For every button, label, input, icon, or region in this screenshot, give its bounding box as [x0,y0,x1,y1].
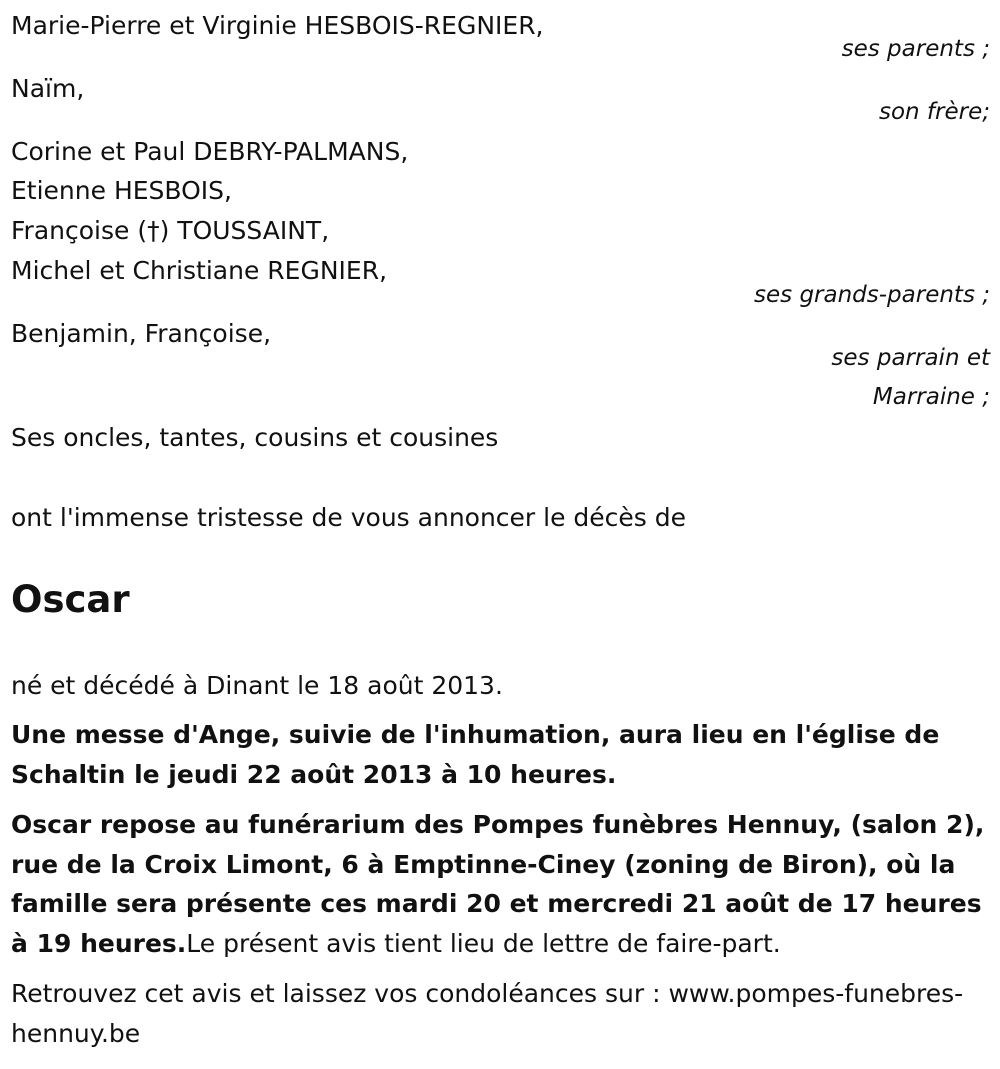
brother-name: Naïm, [11,74,85,103]
godparents-names: Benjamin, Françoise, [11,319,272,348]
announcement-intro: ont l'immense tristesse de vous annoncer le décès de [11,503,687,532]
funerarium-details: Oscar repose au funérarium des Pompes funèbres Hennuy, (salon 2), rue de la Croix Limont, 6 à Emptinne-Ciney (zoning de Biron), où la famille sera présente ces mardi 20 et mercredi 21 août de 17 heures à 19 heures. [11,810,985,958]
godparents-role-line1: ses parrain et [831,345,990,371]
godparents-role-line2: Marraine ; [872,384,990,410]
grandparents-role: ses grands-parents ; [754,282,990,308]
birth-death-info: né et décédé à Dinant le 18 août 2013. [11,671,503,700]
brother-role: son frère; [878,99,990,125]
deceased-name: Oscar [11,578,130,621]
condolences-info: Retrouvez cet avis et laissez vos condoléances sur : www.pompes-funebres-hennuy.be [11,979,964,1048]
grandparent-line: Etienne HESBOIS, [11,176,232,205]
faire-part-note: Le présent avis tient lieu de lettre de faire-part. [186,928,781,958]
relatives: Ses oncles, tantes, cousins et cousines [11,423,499,452]
parents-names: Marie-Pierre et Virginie HESBOIS-REGNIER, [11,11,544,40]
mass-info: Une messe d'Ange, suivie de l'inhumation, aura lieu en l'église de Schaltin le jeudi 22 août 2013 à 10 heures. [11,720,940,789]
grandparent-line: Michel et Christiane REGNIER, [11,256,388,285]
parents-role: ses parents ; [841,36,990,62]
funerarium-info [11,805,986,963]
grandparent-line: Corine et Paul DEBRY-PALMANS, [11,137,409,166]
grandparent-line: Françoise (†) TOUSSAINT, [11,216,330,245]
